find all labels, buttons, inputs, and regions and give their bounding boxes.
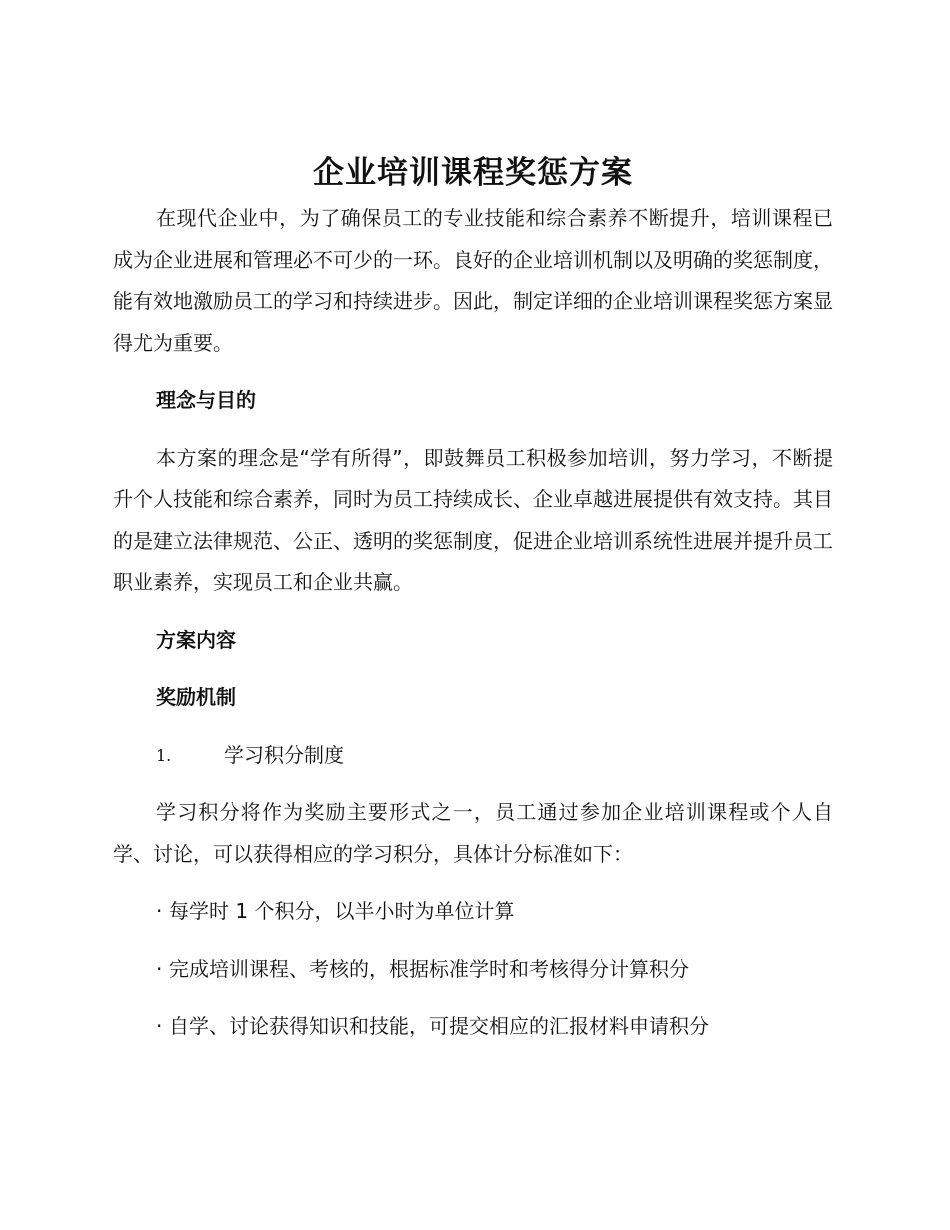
spacer bbox=[113, 776, 833, 792]
spacer bbox=[113, 875, 833, 891]
document-content bbox=[113, 150, 833, 1048]
spacer bbox=[113, 422, 833, 438]
item-number: 1. bbox=[156, 745, 172, 765]
spacer bbox=[113, 604, 833, 620]
bullet-dot: · bbox=[156, 899, 163, 923]
spacer bbox=[113, 364, 833, 380]
bullet-item bbox=[113, 891, 833, 933]
section-heading-concept: 理念与目的 bbox=[156, 388, 256, 412]
bullet-item bbox=[113, 1006, 833, 1048]
subsection-heading-rewards: 奖励机制 bbox=[156, 685, 236, 709]
bullet-text: 自学、讨论获得知识和技能，可提交相应的汇报材料申请积分 bbox=[169, 1014, 709, 1038]
item-label: 学习积分制度 bbox=[224, 742, 344, 767]
bullet-text: 每学时 1 个积分，以半小时为单位计算 bbox=[169, 899, 515, 923]
bullet-item bbox=[113, 949, 833, 991]
section-heading-content: 方案内容 bbox=[156, 627, 236, 652]
points-paragraph: 学习积分将作为奖励主要形式之一，员工通过参加企业培训课程或个人自学、讨论，可以获得相应的学习积分，具体计分标准如下： bbox=[113, 800, 833, 866]
spacer bbox=[113, 933, 833, 949]
bullet-dot: · bbox=[156, 956, 163, 981]
spacer bbox=[113, 661, 833, 677]
intro-paragraph: 在现代企业中，为了确保员工的专业技能和综合素养不断提升，培训课程已成为企业进展和管理必不可少的一环。良好的企业培训机制以及明确的奖惩制度，能有效地激励员工的学习和持续进步。因此，制定详细的企业培训课程奖惩方案显得尤为重要。 bbox=[113, 206, 833, 355]
numbered-item bbox=[113, 735, 833, 777]
document-title: 企业培训课程奖惩方案 bbox=[313, 155, 633, 191]
concept-paragraph: 本方案的理念是“学有所得”，即鼓舞员工积极参加培训，努力学习，不断提升个人技能和综合素养，同时为员工持续成长、企业卓越进展提供有效支持。其目的是建立法律规范、公正、透明的奖惩制度，促进企业培训系统性进展并提升员工职业素养，实现员工和企业共赢。 bbox=[113, 445, 833, 594]
bullet-text: 完成培训课程、考核的，根据标准学时和考核得分计算积分 bbox=[169, 956, 689, 981]
spacer bbox=[113, 719, 833, 735]
bullet-dot: · bbox=[156, 1014, 163, 1038]
spacer bbox=[113, 990, 833, 1006]
